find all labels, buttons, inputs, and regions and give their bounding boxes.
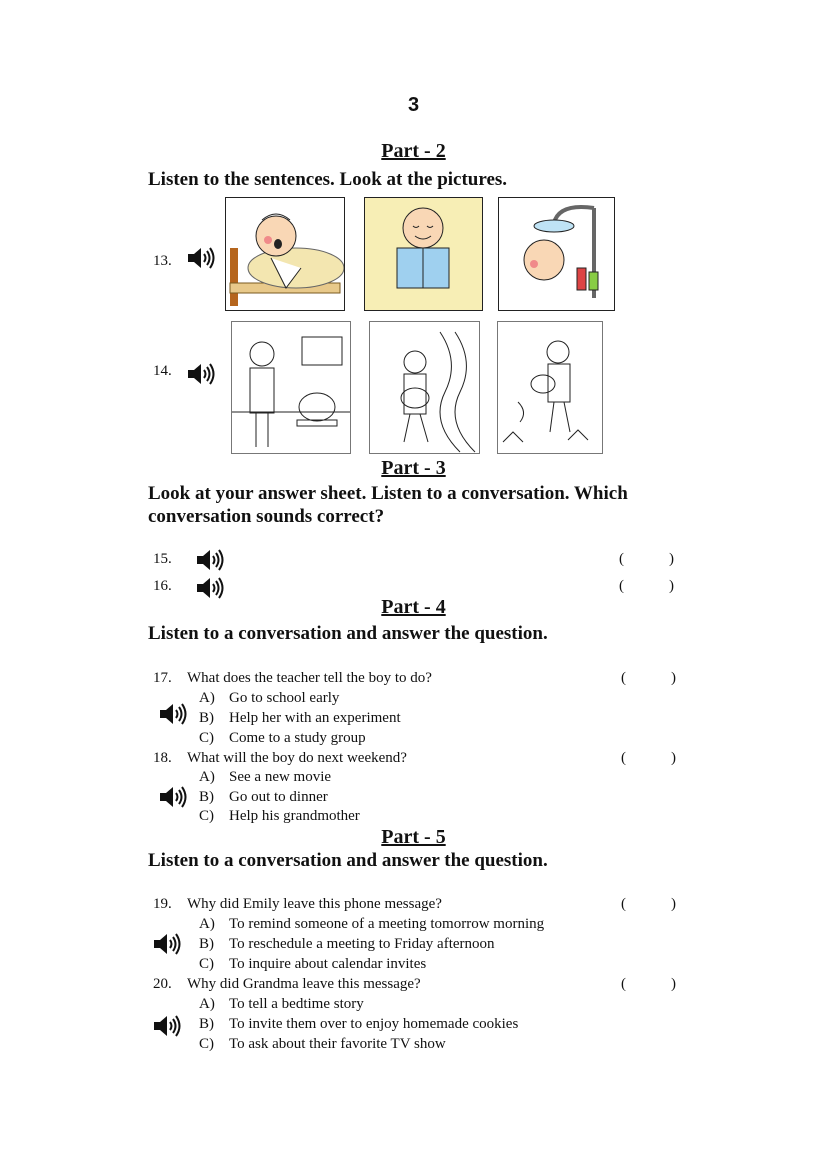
answer-paren-close: ) [671,750,676,766]
answer-paren-open: ( [621,896,626,912]
question-18-number: 18. [153,750,172,766]
speaker-icon[interactable] [186,245,216,271]
part-3-instruction: Look at your answer sheet. Listen to a conversation. Which conversation sounds correct? [148,483,628,527]
option-c[interactable]: C) Come to a study group [199,730,366,746]
speaker-icon[interactable] [158,784,188,810]
speaker-icon[interactable] [152,931,182,957]
page-number: 3 [407,94,420,116]
answer-paren-open: ( [619,578,624,594]
option-c[interactable]: C) To inquire about calendar invites [199,956,427,972]
answer-paren-open: ( [621,670,626,686]
picture-boy-waking-up [225,197,345,311]
question-20-number: 20. [153,976,172,992]
answer-paren-close: ) [671,896,676,912]
option-b[interactable]: B) Help her with an experiment [199,710,401,726]
option-b[interactable]: B) Go out to dinner [199,789,328,805]
part-5-instruction: Listen to a conversation and answer the question. [148,850,548,871]
part-3-title: Part - 3 [381,457,446,479]
part-4-instruction: Listen to a conversation and answer the question. [148,623,548,644]
answer-paren-open: ( [621,976,626,992]
option-c[interactable]: C) Help his grandmother [199,808,360,824]
option-a[interactable]: A) To tell a bedtime story [199,996,364,1012]
question-20-text: Why did Grandma leave this message? [187,976,421,992]
answer-paren-close: ) [669,551,674,567]
question-15-number: 15. [153,551,172,567]
part-4-title: Part - 4 [381,596,446,618]
question-16-number: 16. [153,578,172,594]
question-19-text: Why did Emily leave this phone message? [187,896,442,912]
speaker-icon[interactable] [152,1013,182,1039]
option-c[interactable]: C) To ask about their favorite TV show [199,1036,446,1052]
question-14-number: 14. [153,363,172,379]
picture-boy-dropping-fishbowl [497,321,603,454]
answer-paren-open: ( [621,750,626,766]
picture-boy-reading-in-bed [364,197,483,311]
speaker-icon[interactable] [195,547,225,573]
part-5-title: Part - 5 [381,826,446,848]
part-2-title: Part - 2 [381,140,446,162]
part-2-instruction: Listen to the sentences. Look at the pictures. [148,169,508,190]
question-17-text: What does the teacher tell the boy to do? [187,670,432,686]
option-a[interactable]: A) To remind someone of a meeting tomorrow morning [199,916,545,932]
picture-boy-taking-shower [498,197,615,311]
question-19-number: 19. [153,896,172,912]
question-18-text: What will the boy do next weekend? [187,750,407,766]
option-a[interactable]: A) See a new movie [199,769,332,785]
speaker-icon[interactable] [186,361,216,387]
picture-boy-carrying-fishbowl [369,321,480,454]
answer-paren-close: ) [671,670,676,686]
question-13-number: 13. [153,253,172,269]
option-b[interactable]: B) To invite them over to enjoy homemade cookies [199,1016,519,1032]
speaker-icon[interactable] [158,701,188,727]
question-17-number: 17. [153,670,172,686]
option-b[interactable]: B) To reschedule a meeting to Friday afternoon [199,936,495,952]
option-a[interactable]: A) Go to school early [199,690,340,706]
answer-paren-close: ) [669,578,674,594]
picture-boy-with-fishbowl [231,321,351,454]
answer-paren-close: ) [671,976,676,992]
answer-paren-open: ( [619,551,624,567]
